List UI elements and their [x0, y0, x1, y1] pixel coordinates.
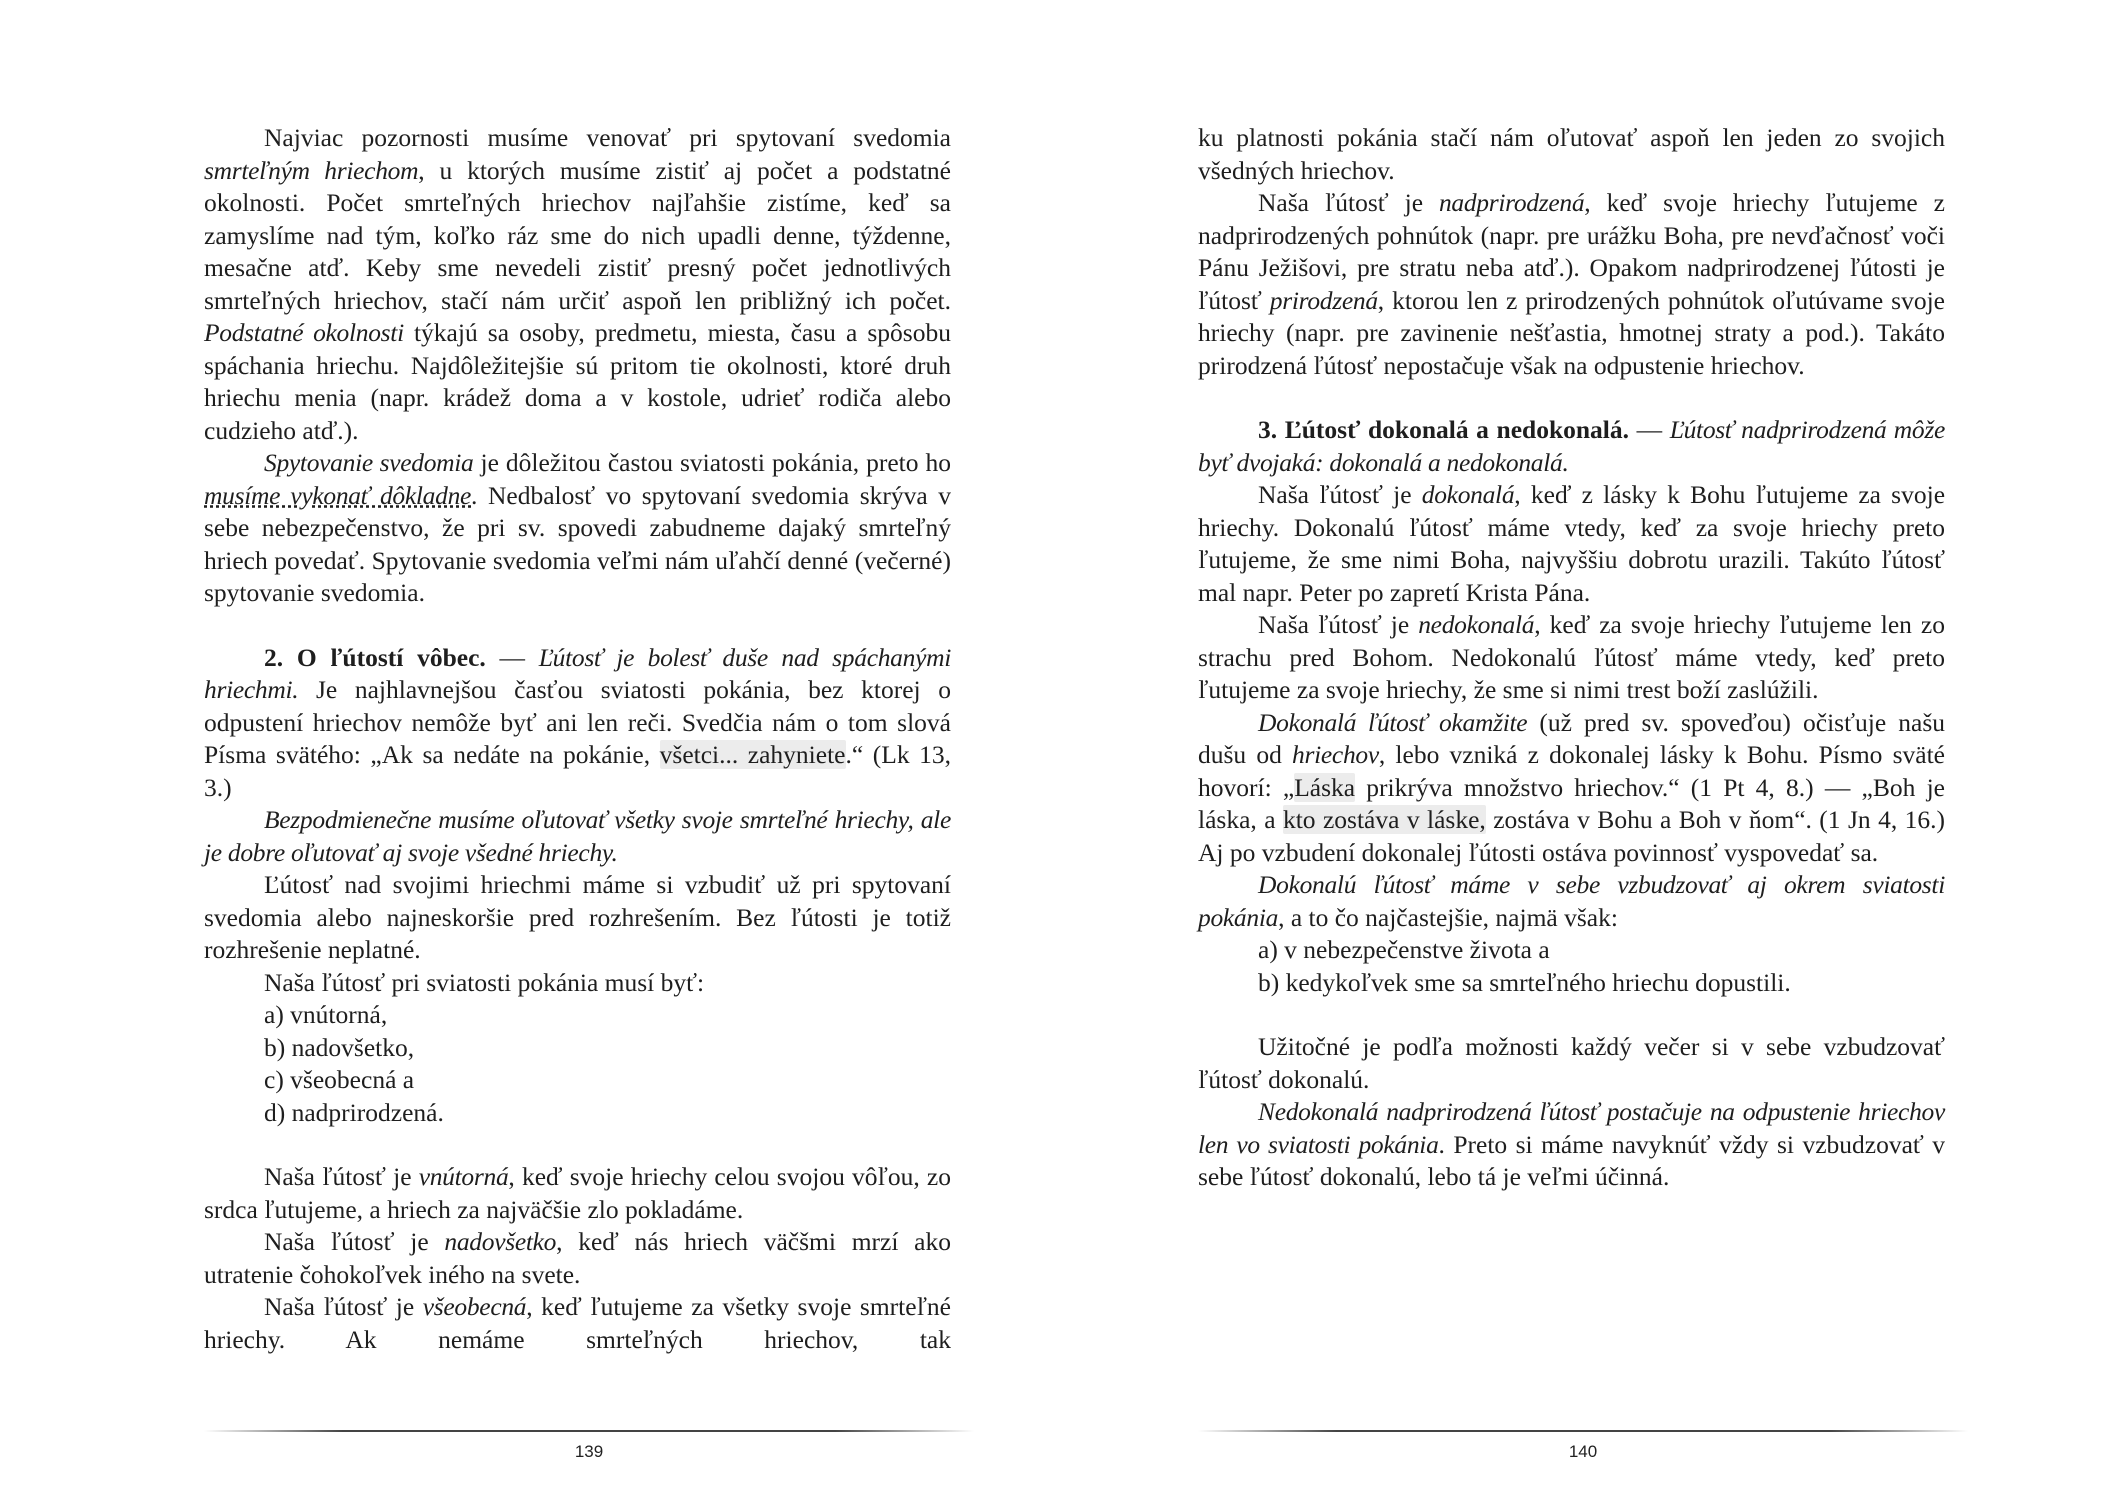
list-item: b) nadovšetko,: [264, 1032, 415, 1062]
list-item: b) kedykoľvek sme sa smrteľného hriechu dopustili.: [1258, 967, 1791, 997]
paragraph: Dokonalú ľútosť máme v sebe vzbudzovať aj okrem sviatosti pokánia, a to čo najčastejšie, najmä však:: [1198, 870, 1945, 932]
paragraph: Dokonalá ľútosť okamžite (už pred sv. spoveďou) očisťuje našu dušu od hriechov, lebo vzniká z dokonalej lásky k Bohu. Písmo sväté hovorí: „Láska prikrýva množstvo hriechov.“ (1 Pt 4, 8.) — „Boh je láska, a kto zostáva v láske, zostáva v Bohu a Boh v ňom“. (1 Jn 4, 16.) Aj po vzbudení dokonalej ľútosti ostáva povinnosť vyspovedať sa.: [1198, 707, 1946, 867]
paragraph: Užitočné je podľa možnosti každý večer si v sebe vzbudzovať ľútosť dokonalú.: [1198, 1032, 1945, 1094]
left-page-footer: [204, 1430, 974, 1462]
right-page: [1198, 122, 1945, 1194]
list-item: c) všeobecná a: [264, 1065, 415, 1094]
page-number: 139: [574, 1442, 604, 1461]
left-page: [204, 122, 951, 1356]
footer-rule: [1198, 1430, 1968, 1432]
paragraph: ku platnosti pokánia stačí nám oľutovať aspoň len jeden zo svojich všedných hriechov.: [1198, 123, 1945, 185]
list-item: a) vnútorná,: [264, 1000, 388, 1029]
paragraph: Spytovanie svedomia je dôležitou častou sviatosti pokánia, preto ho musíme vykonať dôkladne. Nedbalosť vo spytovaní svedomia skrýva v sebe nebezpečenstvo, že pri sv. spovedi zabudneme dajaký smrteľný hriech povedať. Spytovanie svedomia veľmi nám uľahčí denné (večerné) spytovanie svedomia.: [204, 448, 952, 607]
section-heading: 2. O ľútostí vôbec.: [264, 642, 486, 672]
right-page-footer: [1198, 1430, 1968, 1462]
paragraph: Ľútosť nad svojimi hriechmi máme si vzbudiť už pri spytovaní svedomia alebo najneskoršie pred rozhrešením. Bez ľútosti je totiž rozhrešenie neplatné.: [204, 870, 951, 964]
highlighted-text: všetci... zahyniete: [659, 740, 846, 769]
section-heading-paragraph: 2. O ľútostí vôbec. — Ľútosť je bolesť duše nad spáchanými hriechmi. Je najhlavnejšou časťou sviatosti pokánia, bez ktorej o odpustení hriechov nemôže byť ani len reči. Svedčia nám o tom slová Písma svätého: „Ak sa nedáte na pokánie, všetci... zahyniete.“ (Lk 13, 3.): [204, 642, 951, 802]
paragraph: Naša ľútosť pri sviatosti pokánia musí byť:: [264, 967, 705, 997]
paragraph: Najviac pozornosti musíme venovať pri spytovaní svedomia smrteľným hriechom, u ktorých musíme zistiť aj počet a podstatné okolnosti. Počet smrteľných hriechov najľahšie zistíme, keď sa zamyslíme nad tým, koľko ráz sme do nich upadli denne, týždenne, mesačne atď. Keby sme nevedeli zistiť presný počet jednotlivých smrteľných hriechov, stačí nám určiť aspoň len približný ich počet. Podstatné okolnosti týkajú sa osoby, predmetu, miesta, času a spôsobu spáchania hriechu. Najdôležitejšie sú pritom tie okolnosti, ktoré druh hriechu menia (napr. krádež doma a v kostole, udrieť rodiča alebo cudzieho atď.).: [204, 123, 952, 445]
section-heading-paragraph: 3. Ľútosť dokonalá a nedokonalá. — Ľútosť nadprirodzená môže byť dvojaká: dokonalá a nedokonalá.: [1198, 415, 1946, 477]
paragraph: Naša ľútosť je nadovšetko, keď nás hriech väčšmi mrzí ako utratenie čohokoľvek iného na svete.: [204, 1227, 951, 1289]
paragraph: Bezpodmienečne musíme oľutovať všetky svoje smrteľné hriechy, ale je dobre oľutovať aj svoje všedné hriechy.: [204, 805, 951, 867]
paragraph: Naša ľútosť je nadprirodzená, keď svoje hriechy ľutujeme z nadprirodzených pohnútok (napr. pre urážku Boha, pre nevďačnosť voči Pánu Ježišovi, pre stratu neba atď.). Opakom nadprirodzenej ľútosti je ľútosť prirodzená, ktorou len z prirodzených pohnútok oľutúvame svoje hriechy (napr. pre zavinenie nešťastia, hmotnej straty a pod.). Takáto prirodzená ľútosť nepostačuje však na odpustenie hriechov.: [1198, 188, 1945, 380]
paragraph: Naša ľútosť je všeobecná, keď ľutujeme za všetky svoje smrteľné hriechy. Ak nemáme smrteľných hriechov, tak: [204, 1292, 951, 1354]
highlighted-text: kto zostáva v láske,: [1282, 805, 1486, 834]
paragraph: Naša ľútosť je dokonalá, keď z lásky k Bohu ľutujeme za svoje hriechy. Dokonalú ľútosť máme vtedy, keď za svoje hriechy preto ľutujeme, že sme nimi Boha, najvyššiu dobrotu urazili. Takúto ľútosť mal napr. Peter po zapretí Krista Pána.: [1198, 480, 1946, 607]
paragraph: Nedokonalá nadprirodzená ľútosť postačuje na odpustenie hriechov len vo sviatosti pokánia. Preto si máme navyknúť vždy si vzbudzovať v sebe ľútosť dokonalú, lebo tá je veľmi účinná.: [1198, 1097, 1946, 1191]
footer-rule: [204, 1430, 974, 1432]
page-number: 140: [1568, 1442, 1598, 1461]
paragraph: Naša ľútosť je nedokonalá, keď za svoje hriechy ľutujeme len zo strachu pred Bohom. Nedokonalú ľútosť máme vtedy, keď preto ľutujeme za svoje hriechy, že sme si nimi trest boží zaslúžili.: [1198, 610, 1946, 704]
paragraph: Naša ľútosť je vnútorná, keď svoje hriechy celou svojou vôľou, zo srdca ľutujeme, a hriech za najväčšie zlo pokladáme.: [204, 1162, 952, 1224]
section-heading: 3. Ľútosť dokonalá a nedokonalá.: [1258, 415, 1630, 444]
highlighted-text: Láska: [1294, 772, 1356, 802]
list-item: a) v nebezpečenstve života a: [1258, 935, 1550, 964]
list-item: d) nadprirodzená.: [264, 1097, 444, 1127]
